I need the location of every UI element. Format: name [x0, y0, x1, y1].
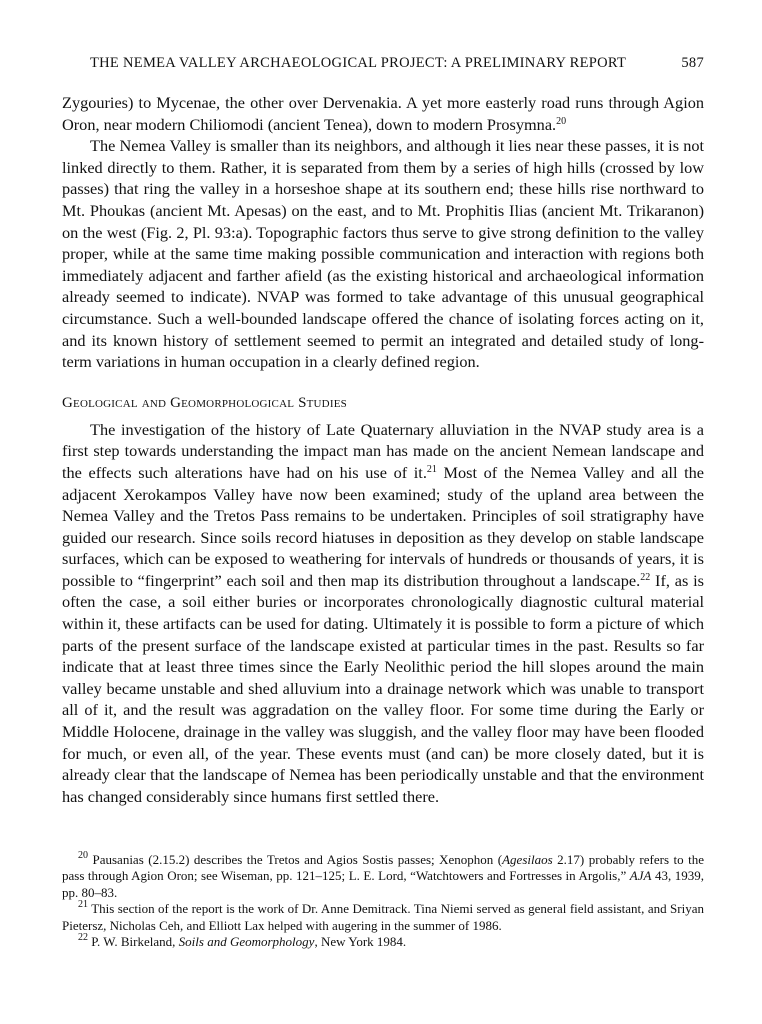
- footnote-italic: Agesilaos: [502, 852, 553, 867]
- footnote-text: P. W. Birkeland,: [88, 934, 179, 950]
- paragraph-text: Zygouries) to Mycenae, the other over Dervenakia. A yet more easterly road runs through Agion Oron, near modern Chiliomodi (ancient Tenea), down to modern Prosymna.: [62, 93, 704, 134]
- footnote-number: 21: [78, 899, 88, 911]
- footnote-number: 22: [78, 932, 88, 944]
- paragraph-text: The investigation of the history of Late Quaternary alluviation in the NVAP study area is a first step towards understanding the impact man has made on the ancient Nemean landscape and the effects such alterations have had on his use of it.: [62, 419, 704, 482]
- paragraph-nemea-valley: [62, 135, 704, 373]
- footnote-ref: 22: [640, 571, 651, 583]
- footnote-text: Pausanias (2.15.2) describes the Tretos and Agios Sostis passes; Xenophon (: [88, 852, 503, 867]
- footnote-20: [62, 852, 704, 901]
- running-head-title: THE NEMEA VALLEY ARCHAEOLOGICAL PROJECT: A PRELIMINARY REPORT: [90, 55, 627, 71]
- footnote-21: [62, 901, 704, 934]
- paragraph-alluviation: [62, 419, 704, 808]
- footnote-italic: AJA: [629, 868, 652, 884]
- footnote-text: This section of the report is the work of Dr. Anne Demitrack. Tina Niemi served as general field assistant, and Sriyan Pietersz, Nicholas Ceh, and Elliott Lax helped with augering in the summer of 1986.: [62, 901, 704, 933]
- footnote-ref: 20: [556, 115, 567, 127]
- footnote-text: 43, 1939, pp. 80–83.: [62, 868, 705, 900]
- footnote-ref: 21: [426, 463, 437, 475]
- footnotes: [62, 852, 704, 950]
- footnote-text: 2.17) probably refers to the pass through Agion Oron; see Wiseman, pp. 121–125; L. E. Lord, “Watchtowers and Fortresses in Argolis,”: [62, 852, 704, 884]
- footnote-italic: Soils and Geomorphology: [178, 934, 315, 950]
- paragraph-continued: [62, 92, 704, 135]
- footnote-number: 20: [78, 850, 88, 861]
- paragraph-text: The Nemea Valley is smaller than its neighbors, and although it lies near these passes, it is not linked directly to them. Rather, it is separated from them by a series of high hills (crossed by low passes) that ring the valley in a horseshoe shape at its southern end; these hills rise northward to Mt. Phoukas (ancient Mt. Apesas) on the east, and to Mt. Prophitis Ilias (ancient Mt. Trikaranon) on the west (Fig. 2, Pl. 93:a). Topographic factors thus serve to give strong definition to the valley proper, while at the same time making possible communication and interaction with regions both immediately adjacent and farther afield (as the existing historical and archaeological information already seemed to indicate). NVAP was formed to take advantage of this unusual geographical circumstance. Such a well-bounded landscape offered the chance of isolating forces acting on it, and its known history of settlement seemed to permit an integrated and detailed study of long-term variations in human occupation in a clearly defined region.: [62, 136, 704, 372]
- footnote-text: , New York 1984.: [314, 934, 407, 950]
- body-text: [62, 92, 704, 807]
- footnote-22: [62, 934, 704, 950]
- paragraph-text: If, as is often the case, a soil either buries or incorporates chronologically diagnostic cultural material within it, these artifacts can be used for dating. Ultimately it is possible to form a picture of which parts of the present surface of the landscape existed at particular times in the past. Results so far indicate that at least three times since the Early Neolithic period the hill slopes around the main valley became unstable and shed alluvium into a drainage network which was unable to transport all of it, and the result was aggradation on the valley floor. For some time during the Early or Middle Holocene, drainage in the valley was sluggish, and the valley floor may have been flooded for much, or even all, of the year. These events must (and can) be more closely dated, but it is already clear that the landscape of Nemea has been periodically unstable and that the environment has changed considerably since humans first settled there.: [62, 570, 705, 806]
- paragraph-text: Most of the Nemea Valley and all the adjacent Xerokampos Valley have now been examined; study of the upland area between the Nemea Valley and the Tretos Pass remains to be undertaken. Principles of soil stratigraphy have guided our research. Since soils record hiatuses in deposition as they develop on stable landscape surfaces, which can be exposed to weathering for intervals of hundreds or thousands of years, it is possible to “fingerprint” each soil and then map its distribution throughout a landscape.: [62, 462, 704, 590]
- section-heading: Geological and Geomorphological Studies: [62, 394, 347, 411]
- page-number: 587: [681, 55, 704, 71]
